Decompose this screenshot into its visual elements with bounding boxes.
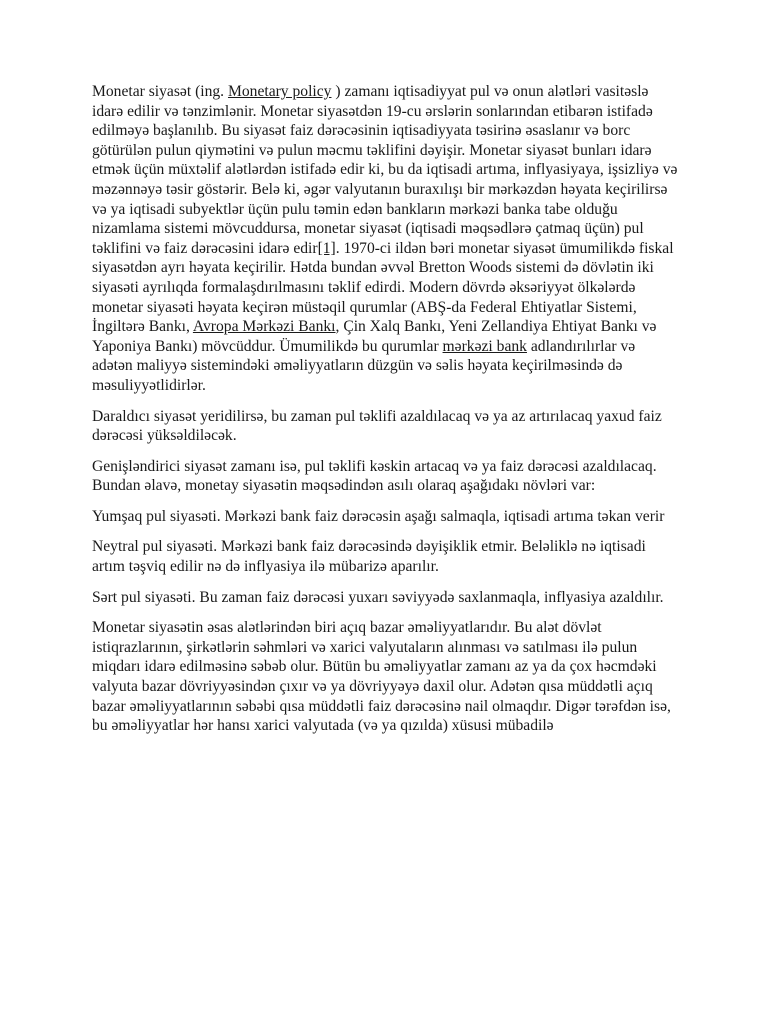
paragraph-expansionary-policy: Genişləndirici siyasət zamanı isə, pul təklifi kəskin artacaq və ya faiz dərəcəsi azaldılacaq. Bundan əlavə, monetay siyasətin məqsədindən asılı olaraq aşağıdakı növləri var:: [92, 457, 657, 495]
document-page: [92, 82, 678, 747]
intro-text-2: ) zamanı iqtisadiyyat pul və onun alətləri vasitəslə idarə edilir və tənzimlənir. Monetar siyasətdən 19-cu ərslərin sonlarından etibarən istifadə edilməyə başlanılıb. Bu siyasət faiz dərəcəsinin iqtisadiyyata təsirinə əsaslanır və borc götürülən pulun qiymətini və pulun məcmu təklifini dəyişir. Monetar siyasət bunları idarə etmək üçün müxtəlif alətlərdən istifadə edir ki, bu da iqtisadi artıma, inflyasiyaya, işsizliyə və məzənnəyə təsir göstərir. Belə ki, əgər valyutanın buraxılışı bir mərkəzdən həyata keçirilirsə və ya iqtisadi subyektlər üçün pulu təmin edən bankların mərkəzi banka tabe olduğu nizamlama sistemi mövcuddursa, monetar siyasət (iqtisadi məqsədlərə çatmaq üçün) pul təklifini və faiz dərəcəsini idarə edir: [92, 83, 678, 257]
european-central-bank-link[interactable]: Avropa Mərkəzi Bankı: [192, 318, 336, 336]
intro-text-4: , Çin Xalq Bankı, Yeni Zellandiya Ehtiyat Bankı və Yaponiya Bankı) mövcüddur. Ümumilikdə bu qurumlar: [92, 318, 657, 355]
paragraph-intro: [92, 82, 678, 396]
paragraph-neutral-policy: Neytral pul siyasəti. Mərkəzi bank faiz dərəcəsində dəyişiklik etmir. Beləliklə nə iqtisadi artım təşviq edilir nə də inflyasiya ilə mübarizə aparılır.: [92, 538, 646, 576]
intro-text-3: . 1970-ci ildən bəri monetar siyasət ümumilikdə fiskal siyasətdən ayrı həyata keçirilir. Hətda bundan əvvəl Bretton Woods sistemi də dövlətin iki siyasəti ayrılıqda formalaşdırılmasını təklif edirdi. Modern dövrdə əksəriyyət ölkələrdə monetar siyasəti həyata keçirən müstəqil qurumlar (ABŞ-da Federal Ehtiyatlar Sistemi, İngiltərə Bankı,: [92, 239, 674, 336]
monetary-policy-link[interactable]: Monetary policy: [227, 83, 332, 100]
paragraph-contractionary-policy: Daraldıcı siyasət yeridilirsə, bu zaman pul təklifi azaldılacaq və ya az artırılacaq yaxud faiz dərəcəsi yüksəldiləcək.: [92, 407, 662, 445]
paragraph-tight-policy: Sərt pul siyasəti. Bu zaman faiz dərəcəsi yuxarı səviyyədə saxlanmaqla, inflyasiya azaldılır.: [92, 588, 664, 606]
reference-1-link[interactable]: [1]: [317, 239, 336, 257]
central-bank-link[interactable]: mərkəzi bank: [442, 337, 527, 355]
paragraph-soft-policy: Yumşaq pul siyasəti. Mərkəzi bank faiz dərəcəsin aşağı salmaqla, iqtisadi artıma təkan verir: [92, 507, 665, 525]
intro-text-5: adlandırılırlar və adətən maliyyə sistemindəki əməliyyatların düzgün və səlis həyata keçirilməsində də məsuliyyətlidirlər.: [92, 337, 636, 394]
intro-text-1: Monetar siyasət (ing.: [92, 83, 228, 100]
paragraph-open-market-operations: Monetar siyasətin əsas alətlərindən biri açıq bazar əməliyyatlarıdır. Bu alət dövlət istiqrazlarının, şirkətlərin səhmləri və xarici valyutaların alınması və satılması ilə pulun miqdarı idarə edilməsinə səbəb olur. Bütün bu əməliyyatlar zamanı az ya da çox həcmdəki valyuta bazar dövriyyəsindən çıxır və ya dövriyyəyə daxil olur. Adətən qısa müddətli açıq bazar əməliyyatlarının səbəbi qısa müddətli faiz dərəcəsinə nail olmaqdır. Digər tərəfdən isə, bu əməliyyatlar hər hansı xarici valyutada (və ya qızılda) xüsusi mübadilə: [92, 619, 671, 735]
